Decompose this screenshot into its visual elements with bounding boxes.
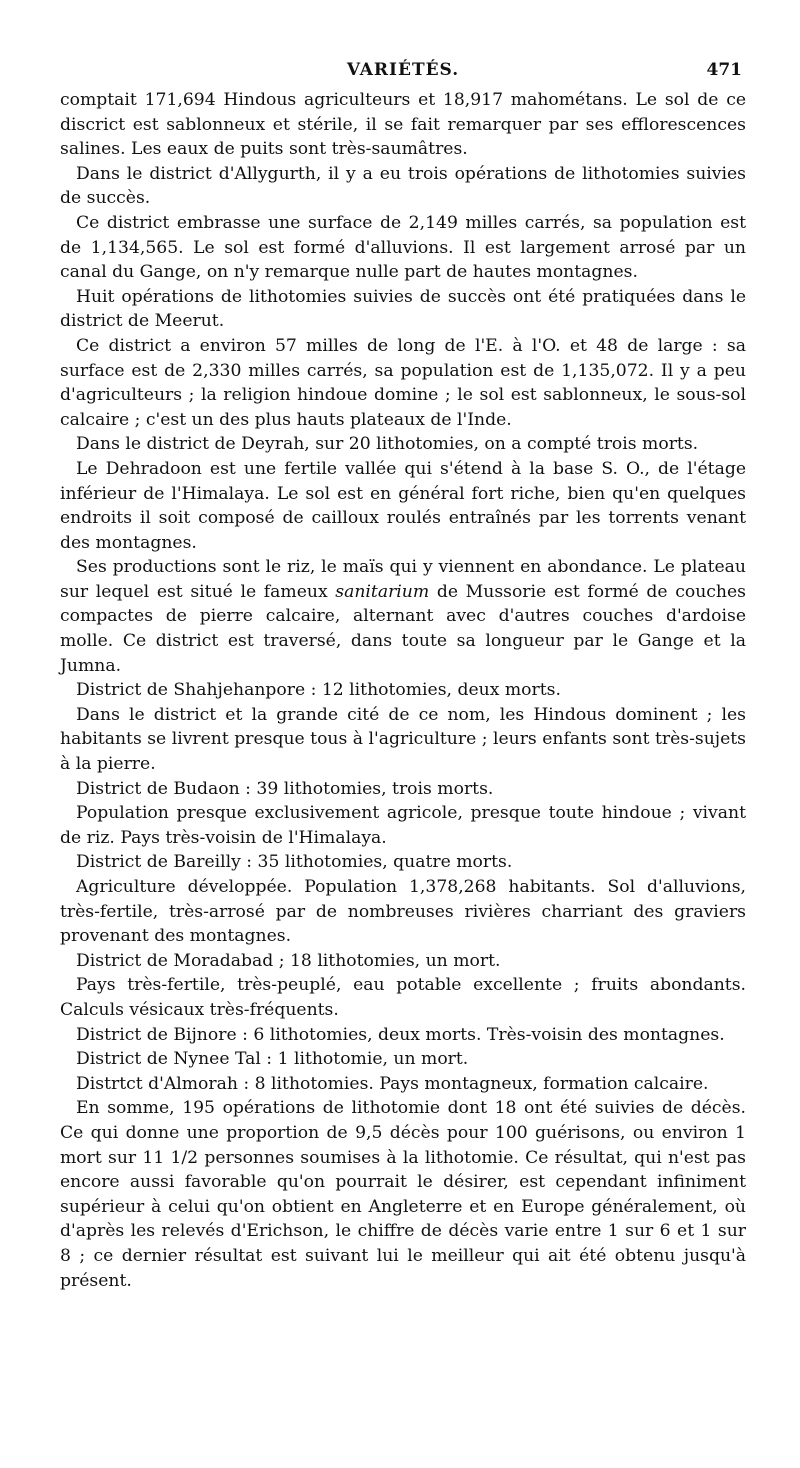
paragraph: District de Budaon : 39 lithotomies, trois morts. (76, 778, 494, 799)
paragraph: District de Bijnore : 6 lithotomies, deux morts. Très-voisin des montagnes. (76, 1024, 725, 1045)
paragraph: Distrtct d'Almorah : 8 lithotomies. Pays montagneux, formation calcaire. (76, 1073, 709, 1094)
paragraph: Population presque exclusivement agricole, presque toute hindoue ; vivant de riz. Pays très-voisin de l'Himalaya. (60, 803, 746, 848)
paragraph (60, 555, 746, 678)
running-header (60, 60, 746, 84)
paragraph: Ce district a environ 57 milles de long de l'E. à l'O. et 48 de large : sa surface est de 2,330 milles carrés, sa population est de 1,135,072. Il y a peu d'agriculteurs ; la religion hindoue domine ; le sol est sablonneux, le sous-sol calcaire ; c'est un des plus hauts plateaux de l'Inde. (60, 335, 746, 430)
paragraph: En somme, 195 opérations de lithotomie dont 18 ont été suivies de décès. Ce qui donne une proportion de 9,5 décès pour 100 guérisons, ou environ 1 mort sur 11 1/2 personnes soumises à la lithotomie. Ce résultat, qui n'est pas encore aussi favorable qu'on pourrait le désirer, est cependant infiniment supérieur à celui qu'on obtient en Angleterre et en Europe généralement, où d'après les relevés d'Erichson, le chiffre de décès varie entre 1 sur 6 et 1 sur 8 ; ce dernier résultat est suivant lui le meilleur qui ait été obtenu jusqu'à présent. (60, 1098, 746, 1291)
paragraph: District de Nynee Tal : 1 lithotomie, un mort. (76, 1049, 469, 1070)
paragraph: Dans le district de Deyrah, sur 20 lithotomies, on a compté trois morts. (76, 434, 699, 455)
paragraph: Agriculture développée. Population 1,378,268 habitants. Sol d'alluvions, très-fertile, très-arrosé par de nombreuses rivières charriant des graviers provenant des montagnes. (60, 877, 746, 947)
paragraph: Le Dehradoon est une fertile vallée qui s'étend à la base S. O., de l'étage inférieur de l'Himalaya. Le sol est en général fort riche, bien qu'en quelques endroits il soit composé de cailloux roulés entraînés par les torrents venant des montagnes. (60, 458, 746, 553)
paragraph: Dans le district et la grande cité de ce nom, les Hindous dominent ; les habitants se livrent presque tous à l'agriculture ; leurs enfants sont très-sujets à la pierre. (60, 704, 746, 775)
paragraph: Huit opérations de lithotomies suivies de succès ont été pratiquées dans le district de Meerut. (60, 286, 746, 332)
paragraph: comptait 171,694 Hindous agriculteurs et 18,917 mahométans. Le sol de ce discrict est sablonneux et stérile, il se fait remarquer par ses efflorescences salines. Les eaux de puits sont très-saumâtres. (60, 90, 746, 160)
paragraph-text: Ses productions sont le riz, le maïs qui y viennent en abondance. Le plateau sur lequel est situé le fameux (60, 557, 746, 602)
body-text (60, 88, 746, 1293)
paragraph: Ce district embrasse une surface de 2,149 milles carrés, sa population est de 1,134,565. Le sol est formé d'alluvions. Il est largement arrosé par un canal du Gange, on n'y remarque nulle part de hautes montagnes. (60, 212, 746, 283)
paragraph: District de Moradabad ; 18 lithotomies, un mort. (76, 950, 501, 971)
paragraph: District de Bareilly : 35 lithotomies, quatre morts. (76, 852, 513, 873)
running-title: VARIÉTÉS. (346, 60, 460, 80)
paragraph: District de Shahjehanpore : 12 lithotomies, deux morts. (76, 680, 561, 701)
page-number: 471 (706, 60, 742, 80)
italic-term: sanitarium (335, 581, 430, 602)
paragraph: Dans le district d'Allygurth, il y a eu trois opérations de lithotomies suivies de succès. (60, 163, 746, 209)
paragraph-text: de Mussorie est formé de couches compactes de pierre calcaire, alternant avec d'autres couches d'ardoise molle. Ce district est traversé, dans toute sa longueur par le Gange et la Jumna. (60, 581, 746, 676)
paragraph: Pays très-fertile, très-peuplé, eau potable excellente ; fruits abondants. Calculs vésicaux très-fréquents. (60, 975, 746, 1020)
